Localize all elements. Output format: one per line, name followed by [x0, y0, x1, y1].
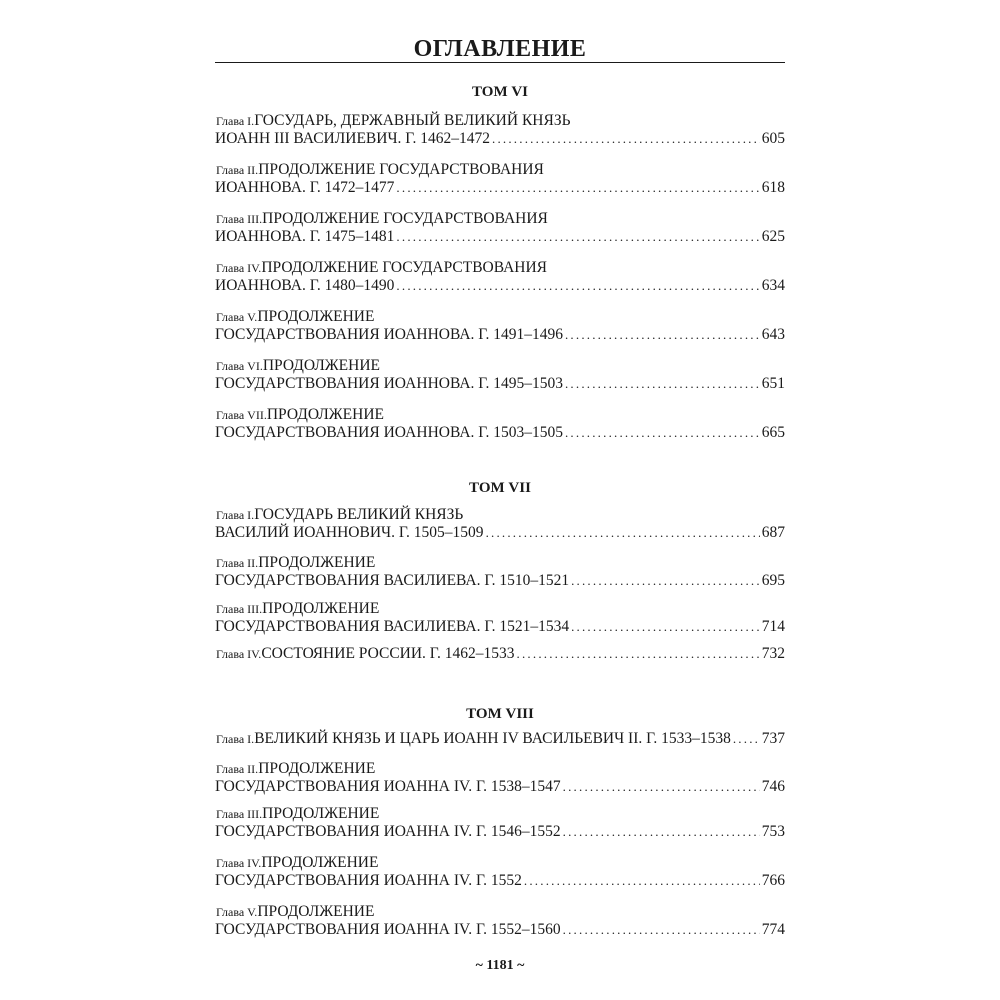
toc-entry[interactable]: [215, 161, 785, 196]
dot-leader: [524, 872, 760, 889]
page-ref: 774: [761, 921, 785, 938]
entry-title-part: ПРОДОЛЖЕНИЕ: [261, 854, 379, 871]
entry-title-line: [215, 179, 785, 196]
chapter-number: Глава III.: [216, 602, 263, 616]
chapter-number: Глава IV.: [216, 261, 262, 275]
title-rule: [215, 62, 785, 63]
chapter-number: Глава V.: [216, 310, 258, 324]
entry-title-part: ГОСУДАРСТВОВАНИЯ ИОАННА IV. Г. 1538–1547: [215, 778, 561, 795]
entry-title-line: [215, 112, 785, 130]
entry-title-line: [215, 903, 785, 921]
page-ref: 643: [761, 326, 785, 343]
toc-entry[interactable]: [215, 112, 785, 147]
dot-leader: [733, 730, 760, 747]
entry-title-part: ПРОДОЛЖЕНИЕ: [266, 406, 384, 423]
dot-leader: [565, 424, 760, 441]
entry-title-line: [215, 872, 785, 889]
toc-entry[interactable]: [215, 357, 785, 392]
page-ref: 651: [761, 375, 785, 392]
volume-title: ТОМ VIII: [466, 706, 534, 722]
toc-entry[interactable]: [215, 406, 785, 441]
chapter-number: Глава II.: [216, 163, 259, 177]
toc-entry[interactable]: [215, 760, 785, 795]
entry-title-part: ПРОДОЛЖЕНИЕ ГОСУДАРСТВОВАНИЯ: [261, 259, 548, 276]
entry-title-line: [215, 854, 785, 872]
dot-leader: [492, 130, 760, 147]
entry-title-part: ИОАННОВА. Г. 1472–1477: [215, 179, 395, 196]
entry-title-part: ГОСУДАРСТВОВАНИЯ ИОАННОВА. Г. 1503–1505: [215, 424, 563, 441]
toc-page: [215, 36, 785, 938]
entry-title-part: ПРОДОЛЖЕНИЕ ГОСУДАРСТВОВАНИЯ: [262, 210, 548, 227]
dot-leader: [571, 572, 760, 589]
page-ref: 766: [761, 872, 785, 889]
dot-leader: [563, 823, 760, 840]
page-ref: 714: [761, 618, 785, 635]
entry-title-line: [215, 823, 785, 840]
chapter-number: Глава II.: [216, 556, 259, 570]
entry-title-line: [215, 424, 785, 441]
entry-title-line: [215, 572, 785, 589]
entry-title-line: [215, 760, 785, 778]
page-ref: 695: [761, 572, 785, 589]
chapter-number: Глава I.: [216, 732, 255, 746]
entry-title-line: [215, 259, 785, 277]
chapter-number: Глава IV.: [216, 647, 262, 661]
toc-entry[interactable]: [215, 903, 785, 938]
entry-title-part: ПРОДОЛЖЕНИЕ: [258, 554, 376, 571]
entry-title-line: [215, 805, 785, 823]
entry-title-part: ВЕЛИКИЙ КНЯЗЬ И ЦАРЬ ИОАНН IV ВАСИЛЬЕВИЧ II. Г. 1533–1538: [254, 730, 731, 747]
entry-title-part: ГОСУДАРСТВОВАНИЯ ИОАННА IV. Г. 1552: [215, 872, 522, 889]
entry-title-part: ИОАННОВА. Г. 1475–1481: [215, 228, 395, 245]
entry-title-part: ГОСУДАРСТВОВАНИЯ ИОАННОВА. Г. 1491–1496: [215, 326, 563, 343]
page-ref: 732: [761, 645, 785, 662]
entry-title-line: [215, 308, 785, 326]
entry-title-line: [215, 554, 785, 572]
page-ref: 618: [761, 179, 785, 196]
toc-entry[interactable]: [215, 210, 785, 245]
entry-title-line: [215, 600, 785, 618]
toc-entry[interactable]: [215, 259, 785, 294]
dot-leader: [396, 179, 759, 196]
volume-title: ТОМ VI: [471, 84, 529, 100]
entry-title-line: [215, 778, 785, 795]
entry-title-part: ПРОДОЛЖЕНИЕ: [257, 308, 375, 325]
entry-title-part: ГОСУДАРСТВОВАНИЯ ИОАННОВА. Г. 1495–1503: [215, 375, 563, 392]
entry-title-line: [215, 277, 785, 294]
entry-title-part: ПРОДОЛЖЕНИЕ: [257, 903, 375, 920]
entry-title-line: [215, 921, 785, 938]
entry-title-part: СОСТОЯНИЕ РОССИИ. Г. 1462–1533: [261, 645, 515, 662]
toc-entry[interactable]: [215, 730, 785, 748]
dot-leader: [563, 778, 760, 795]
entry-title-line: [215, 228, 785, 245]
entry-title-part: ПРОДОЛЖЕНИЕ: [262, 600, 380, 617]
entry-title-line: [215, 375, 785, 392]
dot-leader: [565, 326, 760, 343]
page-ref: 605: [761, 130, 785, 147]
page-ref: 753: [761, 823, 785, 840]
entry-title-line: [215, 645, 785, 663]
page-ref: 625: [761, 228, 785, 245]
chapter-number: Глава V.: [216, 905, 258, 919]
entry-title-part: ГОСУДАРСТВОВАНИЯ ИОАННА IV. Г. 1546–1552: [215, 823, 561, 840]
dot-leader: [565, 375, 760, 392]
page-ref: 634: [761, 277, 785, 294]
chapter-number: Глава I.: [216, 508, 255, 522]
entry-title-line: [215, 730, 785, 748]
chapter-number: Глава VI.: [216, 359, 263, 373]
entry-title-part: ПРОДОЛЖЕНИЕ ГОСУДАРСТВОВАНИЯ: [258, 161, 544, 178]
entry-title-line: [215, 357, 785, 375]
dot-leader: [396, 277, 759, 294]
entry-title-line: [215, 524, 785, 541]
entry-title-line: [215, 326, 785, 343]
entry-title-line: [215, 406, 785, 424]
dot-leader: [517, 645, 760, 662]
dot-leader: [486, 524, 760, 541]
toc-entry[interactable]: [215, 645, 785, 663]
entry-title-line: [215, 130, 785, 147]
page-ref: 746: [761, 778, 785, 795]
entry-title-line: [215, 618, 785, 635]
chapter-number: Глава III.: [216, 212, 263, 226]
entry-title-part: ПРОДОЛЖЕНИЕ: [258, 760, 376, 777]
entry-title-part: ГОСУДАРСТВОВАНИЯ ВАСИЛИЕВА. Г. 1510–1521: [215, 572, 570, 589]
entry-title-part: ИОАННОВА. Г. 1480–1490: [215, 277, 395, 294]
toc-entry[interactable]: [215, 308, 785, 343]
chapter-number: Глава III.: [216, 807, 263, 821]
entry-title-part: ГОСУДАРСТВОВАНИЯ ИОАННА IV. Г. 1552–1560: [215, 921, 561, 938]
toc-entry[interactable]: [215, 805, 785, 840]
entry-title-part: ГОСУДАРСТВОВАНИЯ ВАСИЛИЕВА. Г. 1521–1534: [215, 618, 570, 635]
page-number: ~ 1181 ~: [475, 958, 525, 973]
entry-title-line: [215, 506, 785, 524]
toc-entry[interactable]: [215, 554, 785, 589]
toc-entry[interactable]: [215, 600, 785, 635]
toc-entry[interactable]: [215, 506, 785, 541]
entry-title-line: [215, 161, 785, 179]
entry-title-part: ГОСУДАРЬ, ДЕРЖАВНЫЙ ВЕЛИКИЙ КНЯЗЬ: [254, 112, 571, 129]
entry-title-part: ПРОДОЛЖЕНИЕ: [262, 357, 381, 374]
volume-title: ТОМ VII: [469, 480, 531, 496]
entry-title-part: ПРОДОЛЖЕНИЕ: [262, 805, 380, 822]
dot-leader: [396, 228, 759, 245]
page-ref: 687: [761, 524, 785, 541]
page-ref: 737: [761, 730, 785, 747]
chapter-number: Глава VII.: [216, 408, 267, 422]
chapter-number: Глава IV.: [216, 856, 262, 870]
dot-leader: [571, 618, 760, 635]
entry-title-part: ИОАНН III ВАСИЛИЕВИЧ. Г. 1462–1472: [215, 130, 490, 147]
chapter-number: Глава II.: [216, 762, 259, 776]
entry-title-part: ВАСИЛИЙ ИОАННОВИЧ. Г. 1505–1509: [215, 524, 484, 541]
dot-leader: [563, 921, 760, 938]
entry-title-part: ГОСУДАРЬ ВЕЛИКИЙ КНЯЗЬ: [254, 506, 464, 523]
entry-title-line: [215, 210, 785, 228]
toc-entry[interactable]: [215, 854, 785, 889]
page-ref: 665: [761, 424, 785, 441]
page-title: ОГЛАВЛЕНИЕ: [413, 36, 587, 62]
chapter-number: Глава I.: [216, 114, 255, 128]
